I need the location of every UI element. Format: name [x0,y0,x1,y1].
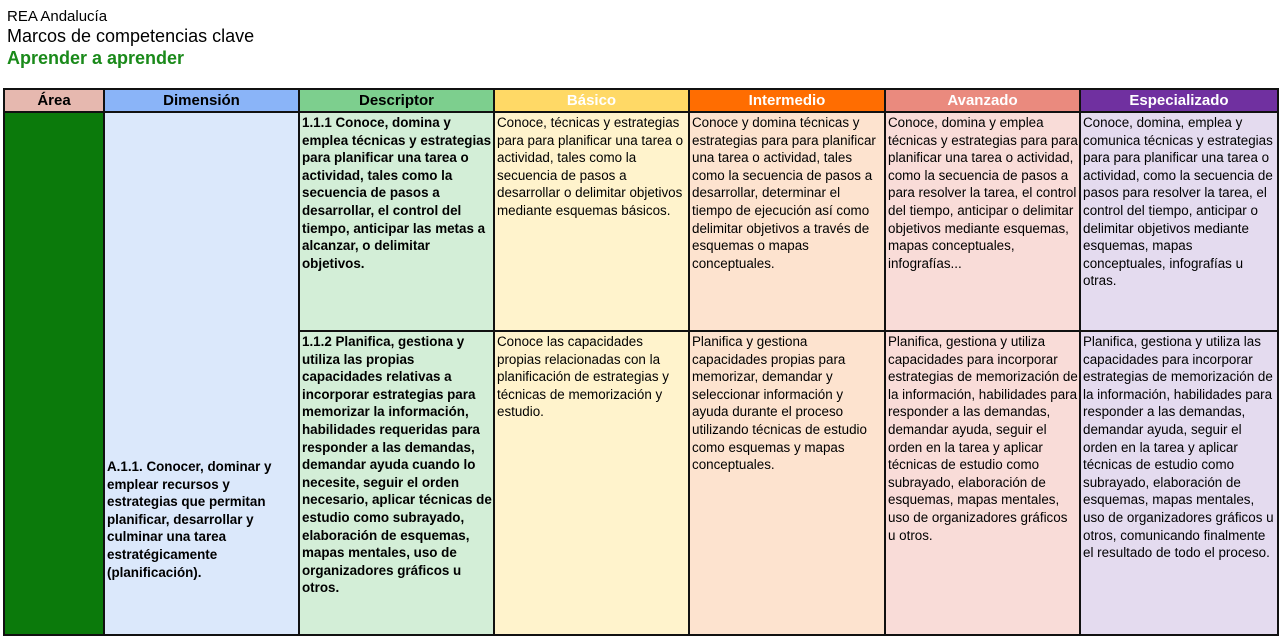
column-header-dimension: Dimensión [104,89,299,112]
dimension-text: A.1.1. Conocer, dominar y emplear recursos y estrategias que permitan planificar, desarrollar y culminar una tarea estratégicamente (planificación). [107,459,272,580]
table-header-row [4,89,1278,112]
avanzado-cell: Planifica, gestiona y utiliza capacidades para incorporar estrategias de memorización de la información, habilidades para responder a las demandas, demandar ayuda, seguir el orden en la tarea y aplicar técnicas de estudio como subrayado, elaboración de esquemas, mapas mentales, uso de organizadores gráficos u otros. [885,331,1080,635]
column-header-descriptor: Descriptor [299,89,494,112]
table-row [4,112,1278,331]
basico-cell: Conoce las capacidades propias relacionadas con la planificación de estrategias y técnicas de memorización y estudio. [494,331,689,635]
competence-table [3,88,1279,636]
column-header-especializado: Especializado [1080,89,1278,112]
intermedio-cell: Conoce y domina técnicas y estrategias para para planificar una tarea o actividad, tales como la secuencia de pasos a desarrollar, determinar el tiempo de ejecución así como delimitar objetivos a través de esquemas o mapas conceptuales. [689,112,885,331]
dimension-cell [104,112,299,635]
competence-title: Aprender a aprender [7,47,185,68]
avanzado-cell: Conoce, domina y emplea técnicas y estrategias para para planificar una tarea o actividad, como la secuencia de pasos a para resolver la tarea, el control del tiempo, anticipar o delimitar objetivos mediante esquemas, mapas conceptuales, infografías... [885,112,1080,331]
framework-title: Marcos de competencias clave [7,26,255,47]
column-header-area: Área [4,89,104,112]
column-header-basico: Básico [494,89,689,112]
especializado-cell: Conoce, domina, emplea y comunica técnicas y estrategias para para planificar una tarea o actividad, como la secuencia de pasos para resolver la tarea, el control del tiempo, anticipar o delimitar objetivos mediante esquemas, mapas conceptuales, infografías u otras. [1080,112,1278,331]
area-cell [4,112,104,635]
descriptor-cell: 1.1.2 Planifica, gestiona y utiliza las propias capacidades relativas a incorporar estrategias para memorizar la información, habilidades requeridas para responder a las demandas, demandar ayuda cuando lo necesite, seguir el orden necesario, aplicar técnicas de estudio como subrayado, elaboración de esquemas, mapas mentales, uso de organizadores gráficos u otros. [299,331,494,635]
column-header-intermedio: Intermedio [689,89,885,112]
descriptor-cell: 1.1.1 Conoce, domina y emplea técnicas y estrategias para planificar una tarea o actividad, tales como la secuencia de pasos a desarrollar, el control del tiempo, anticipar las metas a alcanzar, o delimitar objetivos. [299,112,494,331]
document-header [7,8,254,69]
especializado-cell: Planifica, gestiona y utiliza las capacidades para incorporar estrategias de memorización de la información, habilidades para responder a las demandas, demandar ayuda, seguir el orden en la tarea y aplicar técnicas de estudio como subrayado, elaboración de esquemas, mapas mentales, uso de organizadores gráficos u otros, comunicando finalmente el resultado de todo el proceso. [1080,331,1278,635]
column-header-avanzado: Avanzado [885,89,1080,112]
basico-cell: Conoce, técnicas y estrategias para para planificar una tarea o actividad, tales como la secuencia de pasos a desarrollar o delimitar objetivos mediante esquemas básicos. [494,112,689,331]
intermedio-cell: Planifica y gestiona capacidades propias para memorizar, demandar y seleccionar información y ayuda durante el proceso utilizando técnicas de estudio como esquemas y mapas conceptuales. [689,331,885,635]
organization-name: REA Andalucía [7,8,108,25]
